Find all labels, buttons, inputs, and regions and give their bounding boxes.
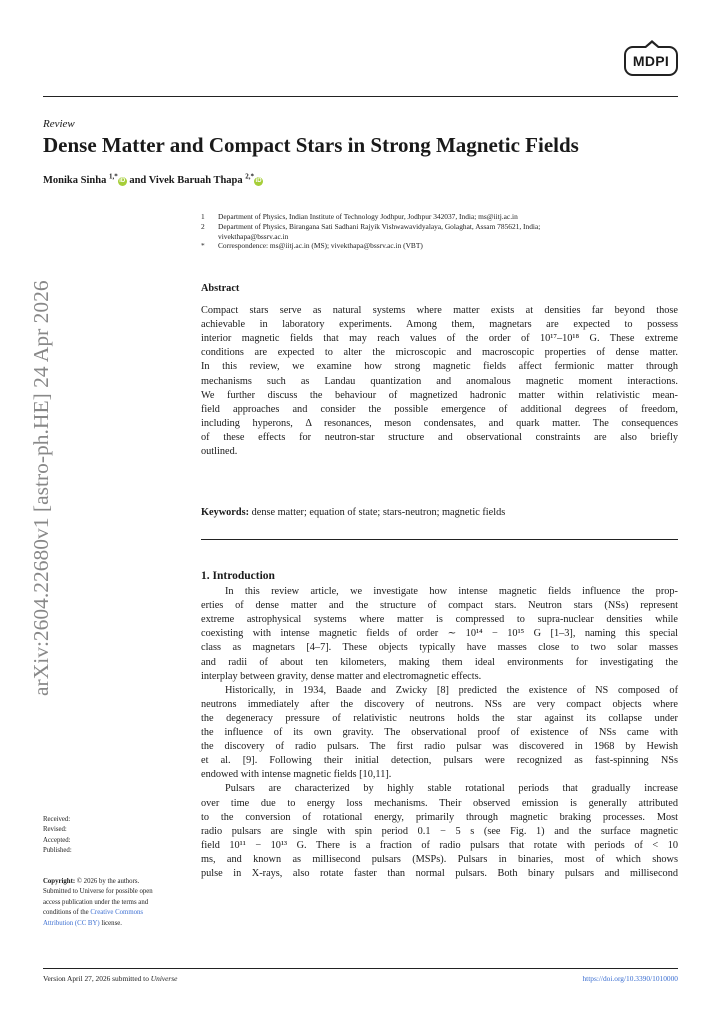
license-tail: license. (99, 919, 122, 927)
affiliation-mark: 2 (201, 221, 205, 231)
affiliations (201, 212, 681, 251)
copyright-text: Submitted to Universe for possible open (43, 888, 153, 896)
license-link[interactable]: Creative Commons (90, 909, 144, 917)
abstract-line: including hyperons, Δ resonances, meson condensates, and quark matter. The consequences (201, 417, 678, 429)
paragraph-line: the discovery of radio pulsars. The first radio pulsar was discovered in 1968 by Hewish (201, 741, 678, 753)
affiliation-item (201, 241, 681, 251)
paragraph-line: the degeneracy pressure of relativistic neutrons holds the star against its collapse under (201, 712, 678, 724)
paragraph-line: pulse in X-rays, also rotate faster than normal pulsars. Both binary pulsars and millisecond (201, 867, 678, 879)
abstract-rule (201, 539, 678, 540)
copyright-notice (43, 877, 193, 929)
abstract-line: outlined. (201, 446, 238, 458)
copyright-text: © 2026 by the authors. (75, 878, 140, 885)
doi-link[interactable]: https://doi.org/10.3390/1010000 (582, 974, 678, 983)
section-heading: 1. Introduction (201, 570, 275, 582)
abstract-line: conditions are expected to alter the microscopic and macroscopic properties of dense matter. (201, 347, 678, 359)
abstract-line: Compact stars serve as natural systems where matter exists at densities far beyond those (201, 305, 678, 317)
abstract-line: of these effects for neutron-star structure and observational constraints are also briefly (201, 431, 678, 443)
keywords-label: Keywords: (201, 507, 250, 518)
article-type: Review (43, 118, 75, 130)
section-introduction (201, 569, 678, 881)
orcid-icon[interactable]: iD (119, 178, 126, 184)
affiliation-mark: 1 (201, 212, 205, 221)
paragraph-line: to the conversion of rotational energy, primarily through magnetic braking processes. Most (201, 811, 678, 823)
footer-journal: Universe (150, 974, 178, 983)
keywords-text: dense matter; equation of state; stars-neutron; magnetic fields (249, 507, 506, 518)
footer-version-text: Version April 27, 2026 submitted to (43, 974, 151, 983)
paragraph-line: the influence of its own gravity. The observational proof of existence of NSs came with (201, 727, 678, 739)
article-title: Dense Matter and Compact Stars in Strong Magnetic Fields (43, 133, 579, 157)
correspondence-text: Correspondence: ms@iitj.ac.in (MS); vivekthapa@bssrv.ac.in (VBT) (218, 241, 423, 251)
affiliation-mark: * (201, 241, 205, 251)
affiliation-text: Department of Physics, Birangana Sati Sadhani Rajyik Vishwawavidyalaya, Golaghat, Assam 785621, India; (218, 221, 541, 231)
arxiv-identifier: arXiv:2604.22680v1 [astro-ph.HE] 24 Apr 2026 (29, 280, 53, 696)
paragraph-line: Historically, in 1934, Baade and Zwicky [8] predicted the existence of NS composed of (225, 684, 678, 696)
copyright-label: Copyright: (43, 878, 76, 885)
arxiv-stamp (8, 266, 64, 696)
paragraph-line: and radii of about ten kilometers, making them ideal environments for investigating the (201, 656, 678, 668)
paragraph-line: erties of dense matter and the structure of compact stars. Neutron stars (NSs) represent (201, 600, 678, 612)
date-label: Accepted: (43, 836, 71, 844)
author-affiliation-mark: 1,* (108, 172, 118, 181)
arxiv-stamp-graphic (8, 266, 64, 696)
paragraph-line: neutrons immediately after the discovery of neutrons. NSs are very compact objects where (201, 698, 678, 710)
date-label: Revised: (43, 826, 67, 834)
abstract-heading: Abstract (201, 283, 240, 294)
author-list (43, 172, 263, 186)
affiliation-item (201, 212, 681, 222)
abstract-line: In this review, we examine how strong magnetic fields affect fermionic matter through (201, 361, 678, 373)
license-link[interactable]: Attribution (CC BY) (43, 919, 100, 927)
affiliation-item (201, 222, 681, 232)
paragraph-line: class as magnetars [4–7]. These objects typically have masses close to two solar masses (201, 642, 678, 654)
author-affiliation-mark: 2,* (245, 172, 255, 181)
paragraph-line: extreme astrophysical systems where matter is compressed to supra-nuclear densities while (201, 614, 678, 626)
abstract-line: field approaches and consider the possible emergence of additional degrees of freedom, (201, 403, 678, 415)
footer-version (43, 974, 177, 983)
abstract-line: mechanisms such as Landau quantization and anomalous magnetic moment interactions. (201, 375, 678, 387)
paragraph-line: over time due to energy loss mechanisms. Their observed emission is generally attributed (201, 797, 678, 809)
footer-rule (43, 968, 678, 969)
copyright-text: conditions of the (43, 909, 91, 917)
paragraph-line: ms, and known as millisecond pulsars (MSPs). Pulsars in binaries, most of which shows (201, 853, 678, 865)
paragraph-line: Pulsars are characterized by highly stable rotational periods that gradually increase (225, 783, 678, 795)
author-joiner: and (129, 175, 147, 186)
affiliation-text: vivekthapa@bssrv.ac.in (218, 231, 289, 241)
mdpi-logo (624, 46, 678, 76)
abstract-line: interior magnetic fields that may reach values of the order of 10¹⁷–10¹⁸ G. These extreme (201, 333, 678, 345)
keywords (201, 506, 678, 520)
author-name: Vivek Baruah Thapa (148, 175, 243, 186)
date-label: Received: (43, 816, 71, 823)
paragraph-line: radio pulsars are single with spin period 0.1 − 5 s (see Fig. 1) and the surface magnetic (201, 825, 678, 837)
publication-dates (43, 815, 193, 857)
copyright-text: access publication under the terms and (43, 898, 149, 906)
paragraph-line: interplay between gravity, dense matter and electromagnetic effects. (201, 670, 482, 682)
paragraph-line: In this review article, we investigate how intense magnetic fields influence the prop- (225, 586, 678, 598)
paragraph-line: coexisting with intense magnetic fields of order ∼ 10¹⁴ − 10¹⁵ G [1–3], naming this special (201, 628, 678, 640)
affiliation-text: Department of Physics, Indian Institute of Technology Jodhpur, Jodhpur 342037, India; ms@iitj.ac.in (218, 212, 518, 221)
orcid-icon[interactable]: iD (255, 178, 262, 184)
mdpi-logo-text: MDPI (632, 53, 670, 69)
date-label: Published: (43, 847, 72, 855)
abstract (201, 282, 678, 459)
header-rule (43, 96, 678, 97)
abstract-line: We further discuss the behaviour of magnetized hadronic matter within relativistic mean- (201, 389, 678, 401)
abstract-line: achievable in laboratory experiments. Among them, magnetars are expected to possess (201, 319, 678, 331)
paragraph-line: field 10¹¹ − 10¹³ G. There is a fraction of radio pulsars that rotate with periods of < 10 (201, 839, 678, 851)
paragraph-line: endowed with intense magnetic fields [10,11]. (201, 769, 392, 781)
author-name: Monika Sinha (43, 175, 107, 186)
paragraph-line: et al. [9]. Following their initial detection, pulsars were recognized as fast-spinning NSs (201, 755, 678, 767)
